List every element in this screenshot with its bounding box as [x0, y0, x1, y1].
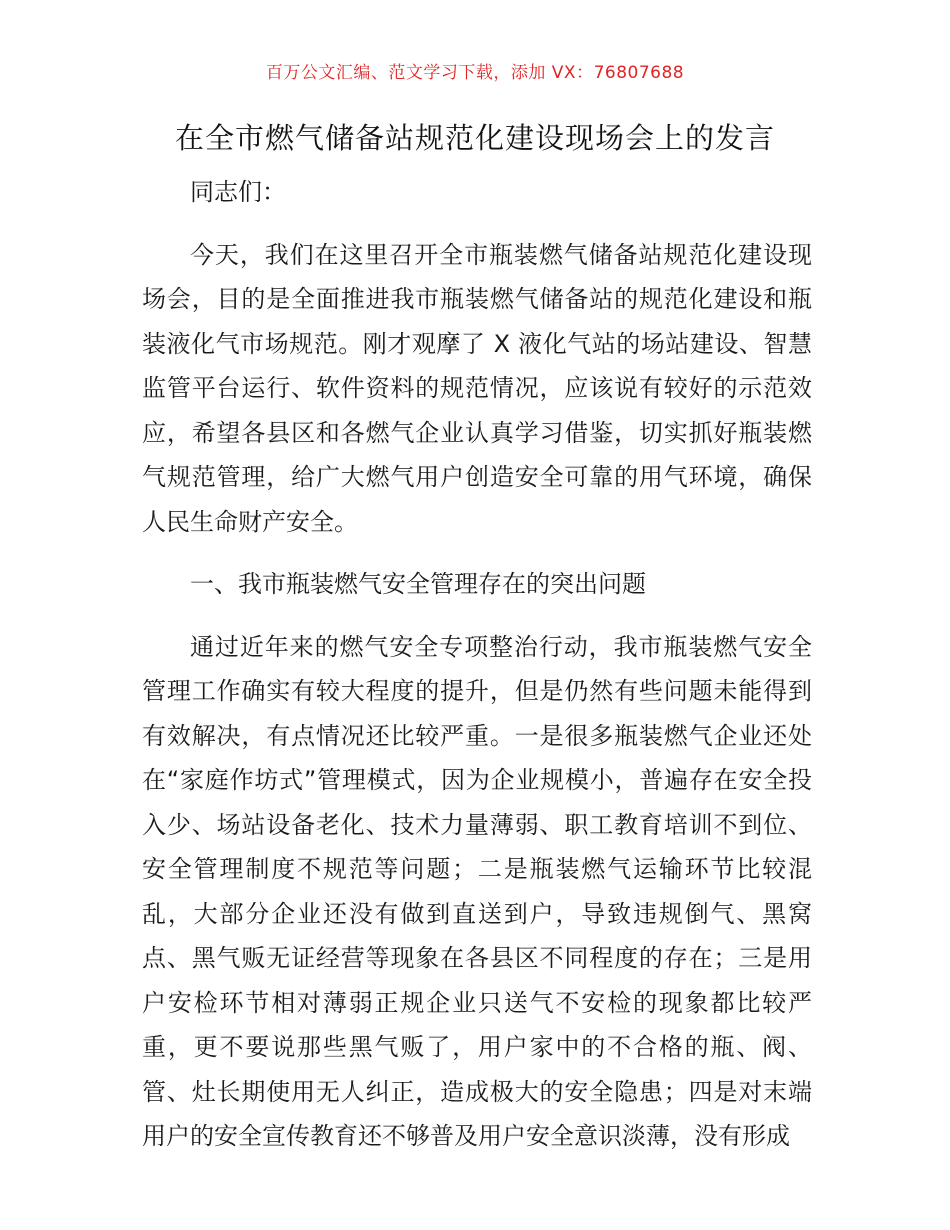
- document-title: 在全市燃气储备站规范化建设现场会上的发言: [174, 121, 775, 155]
- greeting: 同志们：: [190, 178, 286, 206]
- section-heading: 一、我市瓶装燃气安全管理存在的突出问题: [190, 570, 646, 598]
- paragraph-section-1: 通过近年来的燃气安全专项整治行动，我市瓶装燃气安全管理工作确实有较大程度的提升，但是仍然有些问题未能得到有效解决，有点情况还比较严重。一是很多瓶装燃气企业还处在“家庭作坊式”管理模式，因为企业规模小，普遍存在安全投入少、场站设备老化、技术力量薄弱、职工教育培训不到位、安全管理制度不规范等问题；二是瓶装燃气运输环节比较混乱，大部分企业还没有做到直送到户，导致违规倒气、黑窝点、黑气贩无证经营等现象在各县区不同程度的存在；三是用户安检环节相对薄弱正规企业只送气不安检的现象都比较严重，更不要说那些黑气贩了，用户家中的不合格的瓶、阀、管、灶长期使用无人纠正，造成极大的安全隐患；四是对末端用户的安全宣传教育还不够普及用户安全意识淡薄，没有形成: [142, 632, 812, 1150]
- watermark-header: 百万公文汇编、范文学习下载，添加 VX：76807688: [265, 63, 685, 83]
- document-body: [142, 170, 812, 1177]
- paragraph-intro: 今天，我们在这里召开全市瓶装燃气储备站规范化建设现场会，目的是全面推进我市瓶装燃气储备站的规范化建设和瓶装液化气市场规范。刚才观摩了 X 液化气站的场站建设、智慧监管平台运行、软件资料的规范情况，应该说有较好的示范效应，希望各县区和各燃气企业认真学习借鉴，切实抓好瓶装燃气规范管理，给广大燃气用户创造安全可靠的用气环境，确保人民生命财产安全。: [142, 240, 812, 536]
